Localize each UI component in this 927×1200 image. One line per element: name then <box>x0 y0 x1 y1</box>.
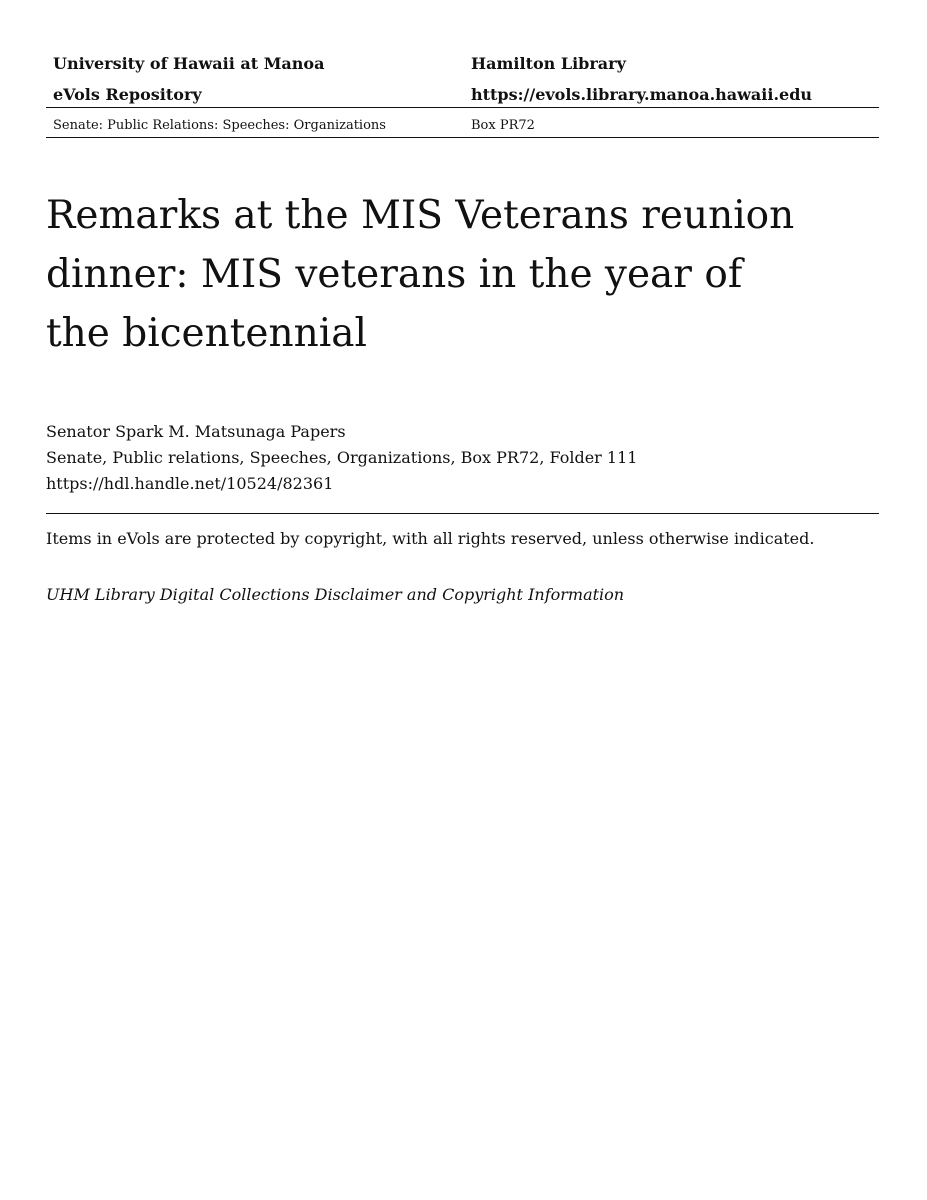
series-path: Senate: Public Relations: Speeches: Organizations <box>53 118 386 133</box>
disclaimer-link[interactable]: UHM Library Digital Collections Disclaimer and Copyright Information <box>46 585 625 604</box>
document-metadata <box>46 419 637 497</box>
title-line: Remarks at the MIS Veterans reunion <box>46 193 795 238</box>
repository-name: eVols Repository <box>53 85 202 104</box>
document-title <box>46 186 806 363</box>
folder-location: Senate, Public relations, Speeches, Organizations, Box PR72, Folder 111 <box>46 448 638 467</box>
library-url-link[interactable]: https://evols.library.manoa.hawaii.edu <box>471 85 813 104</box>
metadata-divider <box>46 513 879 514</box>
box-label: Box PR72 <box>471 118 535 133</box>
handle-link[interactable]: https://hdl.handle.net/10524/82361 <box>46 474 334 493</box>
title-line: the bicentennial <box>46 311 367 356</box>
copyright-notice: Items in eVols are protected by copyright, with all rights reserved, unless otherwise indicated. <box>46 529 815 548</box>
institution-name: University of Hawaii at Manoa <box>53 54 325 73</box>
subheader-divider <box>46 137 879 138</box>
header-divider <box>46 107 879 108</box>
collection-name: Senator Spark M. Matsunaga Papers <box>46 422 346 441</box>
title-line: dinner: MIS veterans in the year of <box>46 252 743 297</box>
library-name: Hamilton Library <box>471 54 626 73</box>
